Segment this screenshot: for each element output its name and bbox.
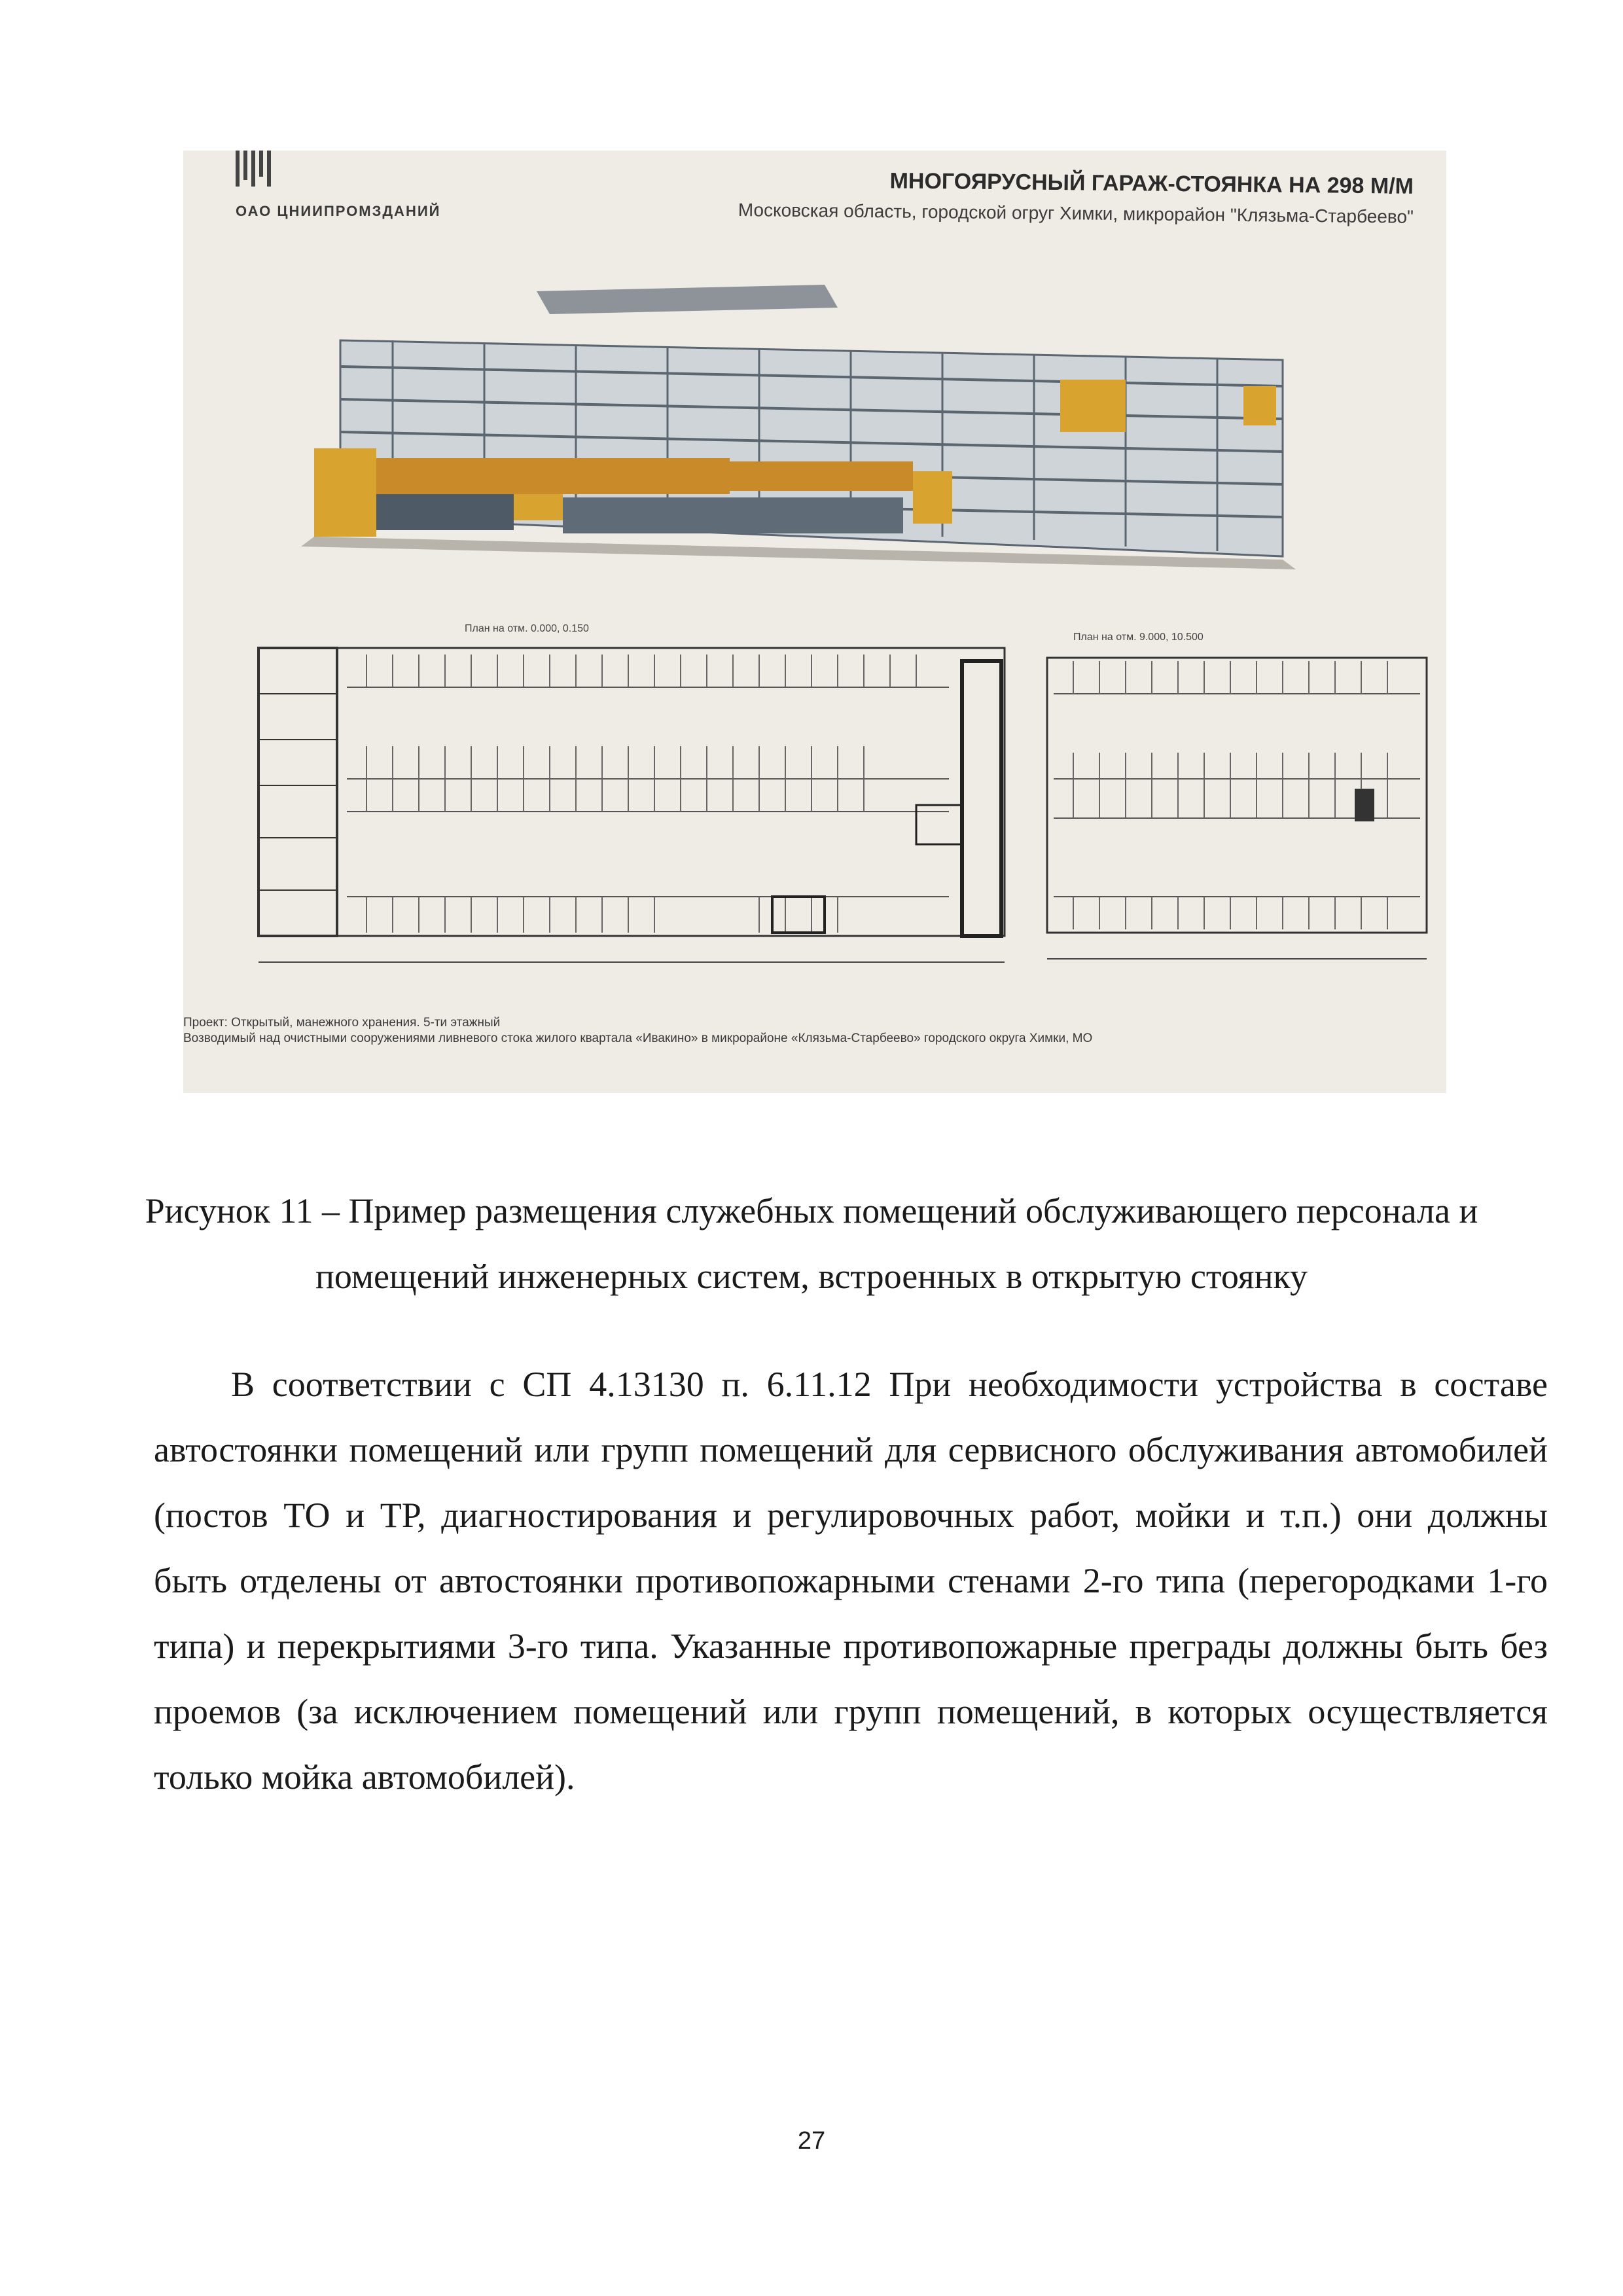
figure-caption: Рисунок 11 – Пример размещения служебных помещений обслуживающего персонала и помещений инженерных систем, встроенных в открытую стоянку [145,1191,1478,1296]
plan-left-label: План на отм. 0.000, 0.150 [465,623,589,634]
page-number: 27 [797,2127,826,2155]
parking-garage-drawing [183,151,1446,1093]
drawing-note-line-1: Проект: Открытый, манежного хранения. 5-ти этажный [183,1016,501,1030]
figure-photo [183,151,1446,1093]
body-paragraph: В соответствии с СП 4.13130 п. 6.11.12 При необходимости устройства в составе автостоянки помещений или групп помещений для сервисного обслуживания автомобилей (постов ТО и ТР, диагностирования и регулировочных работ, мойки и т.п.) они должны быть отделены от автостоянки противопожарными стенами 2-го типа (перегородками 1-го типа) и перекрытиями 3-го типа. Указанные противопожарные преграды должны быть без проемов (за исключением помещений или групп помещений, в которых осуществляется только мойка автомобилей). [154,1365,1548,1797]
floor-plan-right [1047,658,1427,959]
company-logo [236,151,271,187]
floor-plan-left [259,648,1005,962]
drawing-note-line-2: Возводимый над очистными сооружениями ливневого стока жилого квартала «Ивакино» в микрорайоне «Клязьма-Старбеево» городского округа Химки, МО [183,1031,1093,1045]
drawing-title: МНОГОЯРУСНЫЙ ГАРАЖ-СТОЯНКА НА 298 М/М [889,168,1414,199]
building-rendering [301,285,1296,569]
drawing-location: Московская область, городской огруг Химки, микрорайон "Клязьма-Старбеево" [738,199,1414,227]
company-logo-text: ОАО ЦНИИПРОМЗДАНИЙ [236,203,441,219]
plan-right-label: План на отм. 9.000, 10.500 [1073,632,1204,643]
